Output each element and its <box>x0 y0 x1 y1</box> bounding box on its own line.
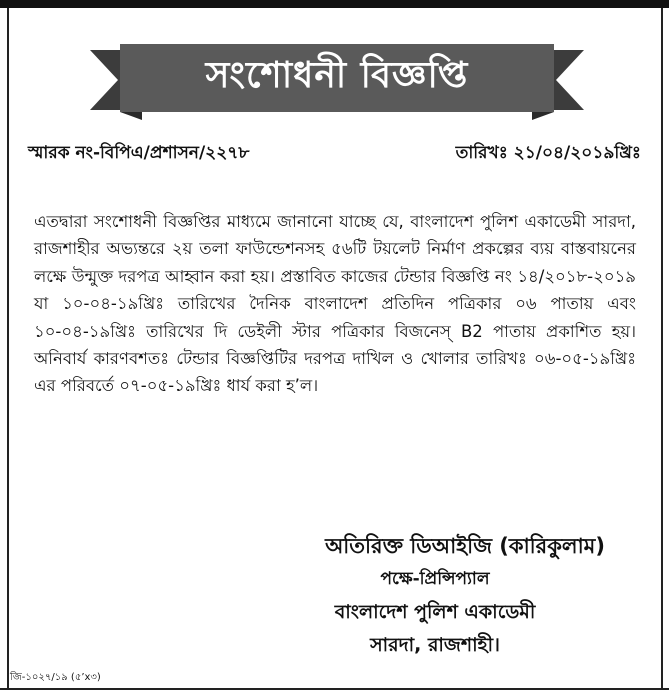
on-behalf-line: পক্ষে-প্রিন্সিপ্যাল <box>380 569 490 589</box>
publication-code: জি-১০২৭/১৯ (৫’x৩) <box>10 672 101 683</box>
reference-row <box>28 140 641 168</box>
notice-date: তারিখঃ ২১/০৪/২০১৯খ্রিঃ <box>455 143 641 163</box>
left-border <box>7 8 9 690</box>
organization-location: সারদা, রাজশাহী। <box>370 634 500 656</box>
title-banner <box>90 44 584 120</box>
memo-number: স্মারক নং-বিপিএ/প্রশাসন/২২৭৮ <box>28 143 250 163</box>
notice-title: সংশোধনী বিজ্ঞপ্তি <box>205 55 469 96</box>
notice-body: এতদ্বারা সংশোধনী বিজ্ঞপ্তির মাধ্যমে জানানো যাচ্ছে যে, বাংলাদেশ পুলিশ একাডেমী সারদা, রাজশাহীর অভ্যন্তরে ২য় তলা ফাউন্ডেশনসহ ৫৬টি টয়লেট নির্মাণ প্রকল্পের ব্যয় বাস্তবায়নের লক্ষে উন্মুক্ত দরপত্র আহ্বান করা হয়। প্রস্তাবিত কাজের টেন্ডার বিজ্ঞপ্তি নং ১৪/২০১৮-২০১৯ যা ১০-০৪-১৯খ্রিঃ তারিখের দৈনিক বাংলাদেশ প্রতিদিন পত্রিকার ০৬ পাতায় এবং ১০-০৪-১৯খ্রিঃ তারিখের দি ডেইলী স্টার পত্রিকার বিজনেস্ B2 পাতায় প্রকাশিত হয়। অনিবার্য কারণবশতঃ টেন্ডার বিজ্ঞপ্তিটির দরপত্র দাখিল ও খোলার তারিখঃ ০৬-০৫-১৯খ্রিঃ এর পরিবর্তে ০৭-০৫-১৯খ্রিঃ ধার্য করা হ’ল। <box>34 212 636 396</box>
signatory-designation: অতিরিক্ত ডিআইজি (কারিকুলাম) <box>325 534 605 558</box>
signature-block <box>200 530 669 662</box>
organization-name: বাংলাদেশ পুলিশ একাডেমী <box>334 601 536 623</box>
